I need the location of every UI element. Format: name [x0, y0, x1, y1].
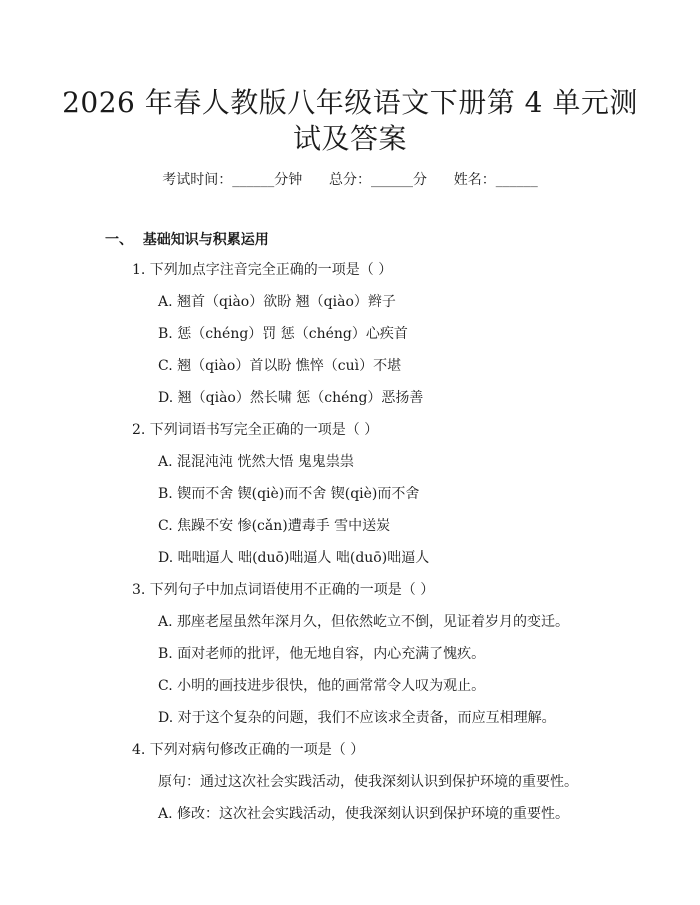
question-1-option-b: B. 惩（chéng）罚 惩（chéng）心疾首 — [158, 326, 408, 342]
question-2-option-b: B. 锲而不舍 锲(qiè)而不舍 锲(qiè)而不舍 — [158, 486, 420, 502]
question-3-option-d: D. 对于这个复杂的问题，我们不应该求全责备，而应互相理解。 — [158, 710, 556, 726]
question-1-option-a: A. 翘首（qiào）欲盼 翘（qiào）辫子 — [158, 294, 396, 310]
question-1-stem: 1. 下列加点字注音完全正确的一项是（ ） — [132, 262, 393, 278]
exam-title-line2: 试及答案 — [292, 122, 407, 155]
question-3-option-c: C. 小明的画技进步很快，他的画常常令人叹为观止。 — [158, 678, 486, 694]
exam-meta-info: 考试时间：______分钟 总分：______分 姓名：______ — [162, 172, 538, 188]
question-3-option-a: A. 那座老屋虽然年深月久，但依然屹立不倒，见证着岁月的变迁。 — [158, 614, 570, 630]
section-heading: 一、 基础知识与积累运用 — [105, 232, 269, 248]
question-4-option-a: A. 修改：这次社会实践活动，使我深刻认识到保护环境的重要性。 — [158, 806, 570, 822]
question-3-option-b: B. 面对老师的批评，他无地自容，内心充满了愧疚。 — [158, 646, 486, 662]
exam-title-line1: 2026 年春人教版八年级语文下册第 4 单元测 — [62, 86, 638, 119]
question-2-option-a: A. 混混沌沌 恍然大悟 鬼鬼祟祟 — [158, 454, 354, 470]
question-1-option-c: C. 翘（qiào）首以盼 憔悴（cuì）不堪 — [158, 358, 402, 374]
question-1-option-d: D. 翘（qiào）然长啸 惩（chéng）恶扬善 — [158, 390, 424, 406]
question-4-original-sentence: 原句：通过这次社会实践活动，使我深刻认识到保护环境的重要性。 — [158, 774, 578, 790]
question-2-stem: 2. 下列词语书写完全正确的一项是（ ） — [132, 422, 379, 438]
question-2-option-c: C. 焦躁不安 惨(cǎn)遭毒手 雪中送炭 — [158, 518, 391, 534]
question-3-stem: 3. 下列句子中加点词语使用不正确的一项是（ ） — [132, 582, 435, 598]
question-4-stem: 4. 下列对病句修改正确的一项是（ ） — [132, 742, 365, 758]
question-2-option-d: D. 咄咄逼人 咄(duō)咄逼人 咄(duō)咄逼人 — [158, 550, 430, 566]
